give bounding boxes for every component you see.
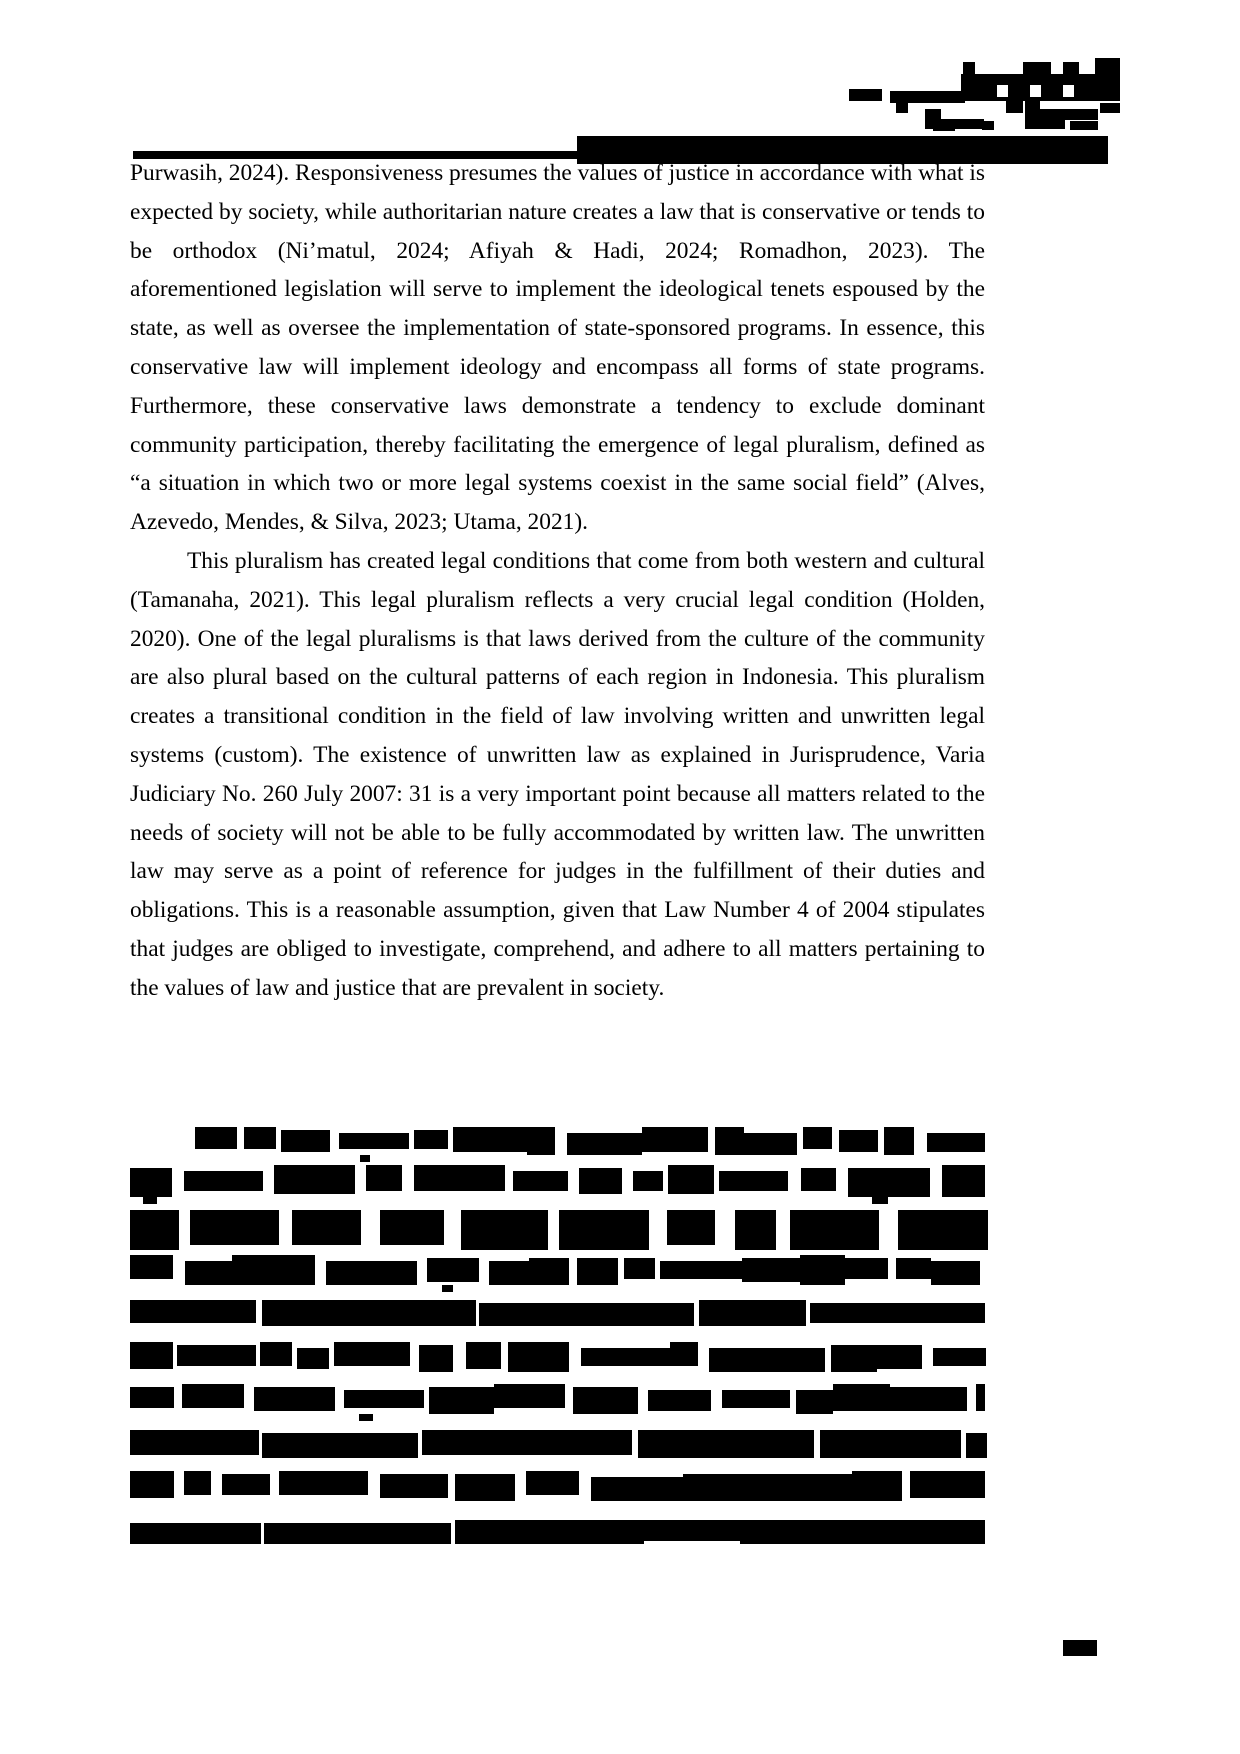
body-paragraph-1: Purwasih, 2024). Responsiveness presumes the values of justice in accordance with what is expected by society, while authoritarian nature creates a law that is conservative or tends to be orthodox (Ni’matul, 2024; Afiyah & Hadi, 2024; Romadhon, 2023). The aforementioned legislation will serve to implement the ideological tenets espoused by the state, as well as oversee the implementation of state-sponsored programs. In essence, this conservative law will implement ideology and encompass all forms of state programs. Furthermore, these conservative laws demonstrate a tendency to exclude dominant community participation, thereby facilitating the emergence of legal pluralism, defined as “a situation in which two or more legal systems coexist in the same social field” (Alves, Azevedo, Mendes, & Silva, 2023; Utama, 2021). <box>130 160 985 536</box>
body-paragraph-2: This pluralism has created legal conditions that come from both western and cultural (Tamanaha, 2021). This legal pluralism reflects a very crucial legal condition (Holden, 2020). One of the legal pluralisms is that laws derived from the culture of the community are also plural based on the cultural patterns of each region in Indonesia. This pluralism creates a transitional condition in the field of law involving written and unwritten legal systems (custom). The existence of unwritten law as explained in Jurisprudence, Varia Judiciary No. 260 July 2007: 31 is a very important point because all matters related to the needs of society will not be able to be fully accommodated by written law. The unwritten law may serve as a point of reference for judges in the fulfillment of their duties and obligations. This is a reasonable assumption, given that Law Number 4 of 2004 stipulates that judges are obliged to investigate, comprehend, and adhere to all matters pertaining to the values of law and justice that are prevalent in society. <box>130 547 985 1001</box>
page-number-redaction <box>1063 1640 1097 1656</box>
